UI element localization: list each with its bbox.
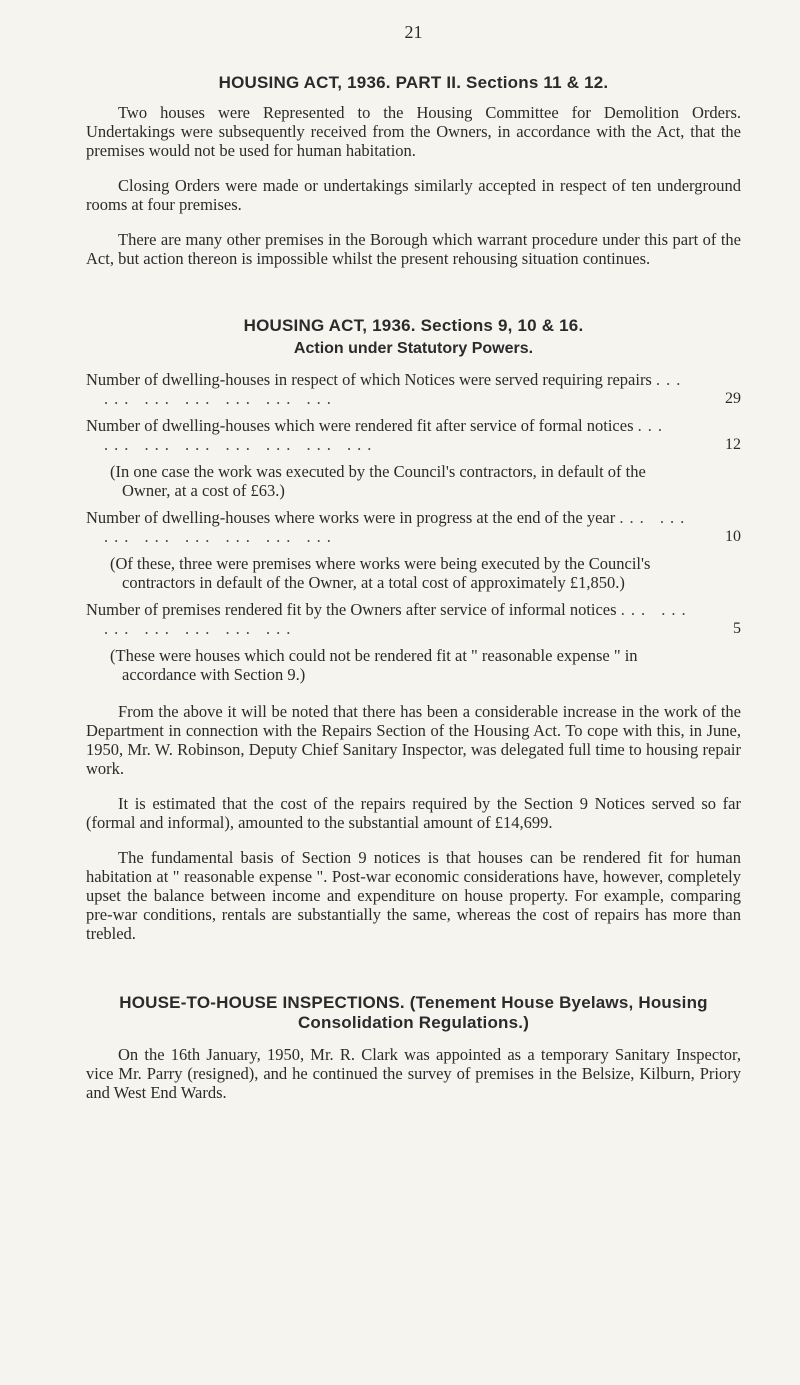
- entry-value: 29: [725, 390, 741, 407]
- entry-label: Number of dwelling-houses in respect of which Notices were served requiring repairs: [86, 370, 652, 389]
- entry-value: 10: [725, 528, 741, 545]
- leader-dots: ... ... ... ... ... ... ...: [104, 600, 692, 638]
- section-1-title: HOUSING ACT, 1936. PART II. Sections 11 & 12.: [218, 73, 609, 92]
- entry-label: Number of dwelling-houses which were rendered fit after service of formal notices: [86, 416, 634, 435]
- page-number: 21: [404, 22, 423, 42]
- section-1-paragraph-1: Two houses were Represented to the Housing Committee for Demolition Orders. Undertakings were subsequently received from the Owners, in accordance with the Act, that the premises would not be used for human habitation.: [86, 103, 741, 160]
- entry-value: 12: [725, 436, 741, 453]
- leader-dots: ... ... ... ... ... ... ...: [104, 370, 687, 408]
- entry-value: 5: [733, 620, 741, 637]
- entry-note: (These were houses which could not be rendered fit at " reasonable expense " in accordance with Section 9.): [110, 646, 638, 684]
- statistics-entry: [86, 600, 741, 638]
- section-1-paragraph-3: There are many other premises in the Borough which warrant procedure under this part of the Act, but action thereon is impossible whilst the present rehousing situation continues.: [86, 230, 741, 268]
- section-3-paragraph-1: On the 16th January, 1950, Mr. R. Clark was appointed as a temporary Sanitary Inspector, vice Mr. Parry (resigned), and he continued the survey of premises in the Belsize, Kilburn, Priory and West End Wards.: [86, 1045, 741, 1102]
- entry-label: Number of dwelling-houses where works were in progress at the end of the year: [86, 508, 616, 527]
- entry-label: Number of premises rendered fit by the Owners after service of informal notices: [86, 600, 617, 619]
- leader-dots: ... ... ... ... ... ... ... ...: [104, 416, 668, 454]
- leader-dots: ... ... ... ... ... ... ... ...: [104, 508, 691, 546]
- entry-note: (Of these, three were premises where works were being executed by the Council's contractors in default of the Owner, at a total cost of approximately £1,850.): [110, 554, 651, 592]
- section-2-paragraph-1: From the above it will be noted that there has been a considerable increase in the work of the Department in connection with the Repairs Section of the Housing Act. To cope with this, in June, 1950, Mr. W. Robinson, Deputy Chief Sanitary Inspector, was delegated full time to housing repair work.: [86, 702, 741, 778]
- section-2-title: HOUSING ACT, 1936. Sections 9, 10 & 16.: [243, 316, 584, 335]
- statistics-entry: [86, 416, 741, 454]
- section-2-paragraph-3: The fundamental basis of Section 9 notices is that houses can be rendered fit for human habitation at " reasonable expense ". Post-war economic considerations have, however, completely upset the balance between income and expenditure on house property. For example, comparing pre-war conditions, rentals are substantially the same, whereas the cost of repairs has more than trebled.: [86, 848, 741, 943]
- section-3-title: HOUSE-TO-HOUSE INSPECTIONS. (Tenement House Byelaws, Housing Consolidation Regulations.): [119, 993, 708, 1032]
- section-2-paragraph-2: It is estimated that the cost of the repairs required by the Section 9 Notices served so far (formal and informal), amounted to the substantial amount of £14,699.: [86, 794, 741, 832]
- section-1-paragraph-2: Closing Orders were made or undertakings similarly accepted in respect of ten underground rooms at four premises.: [86, 176, 741, 214]
- section-2-subtitle: Action under Statutory Powers.: [293, 340, 534, 357]
- statistics-entry: [86, 370, 741, 408]
- entry-note: (In one case the work was executed by the Council's contractors, in default of the Owner, at a cost of £63.): [110, 462, 646, 500]
- statistics-entry: [86, 508, 741, 546]
- document-page: [86, 22, 741, 1118]
